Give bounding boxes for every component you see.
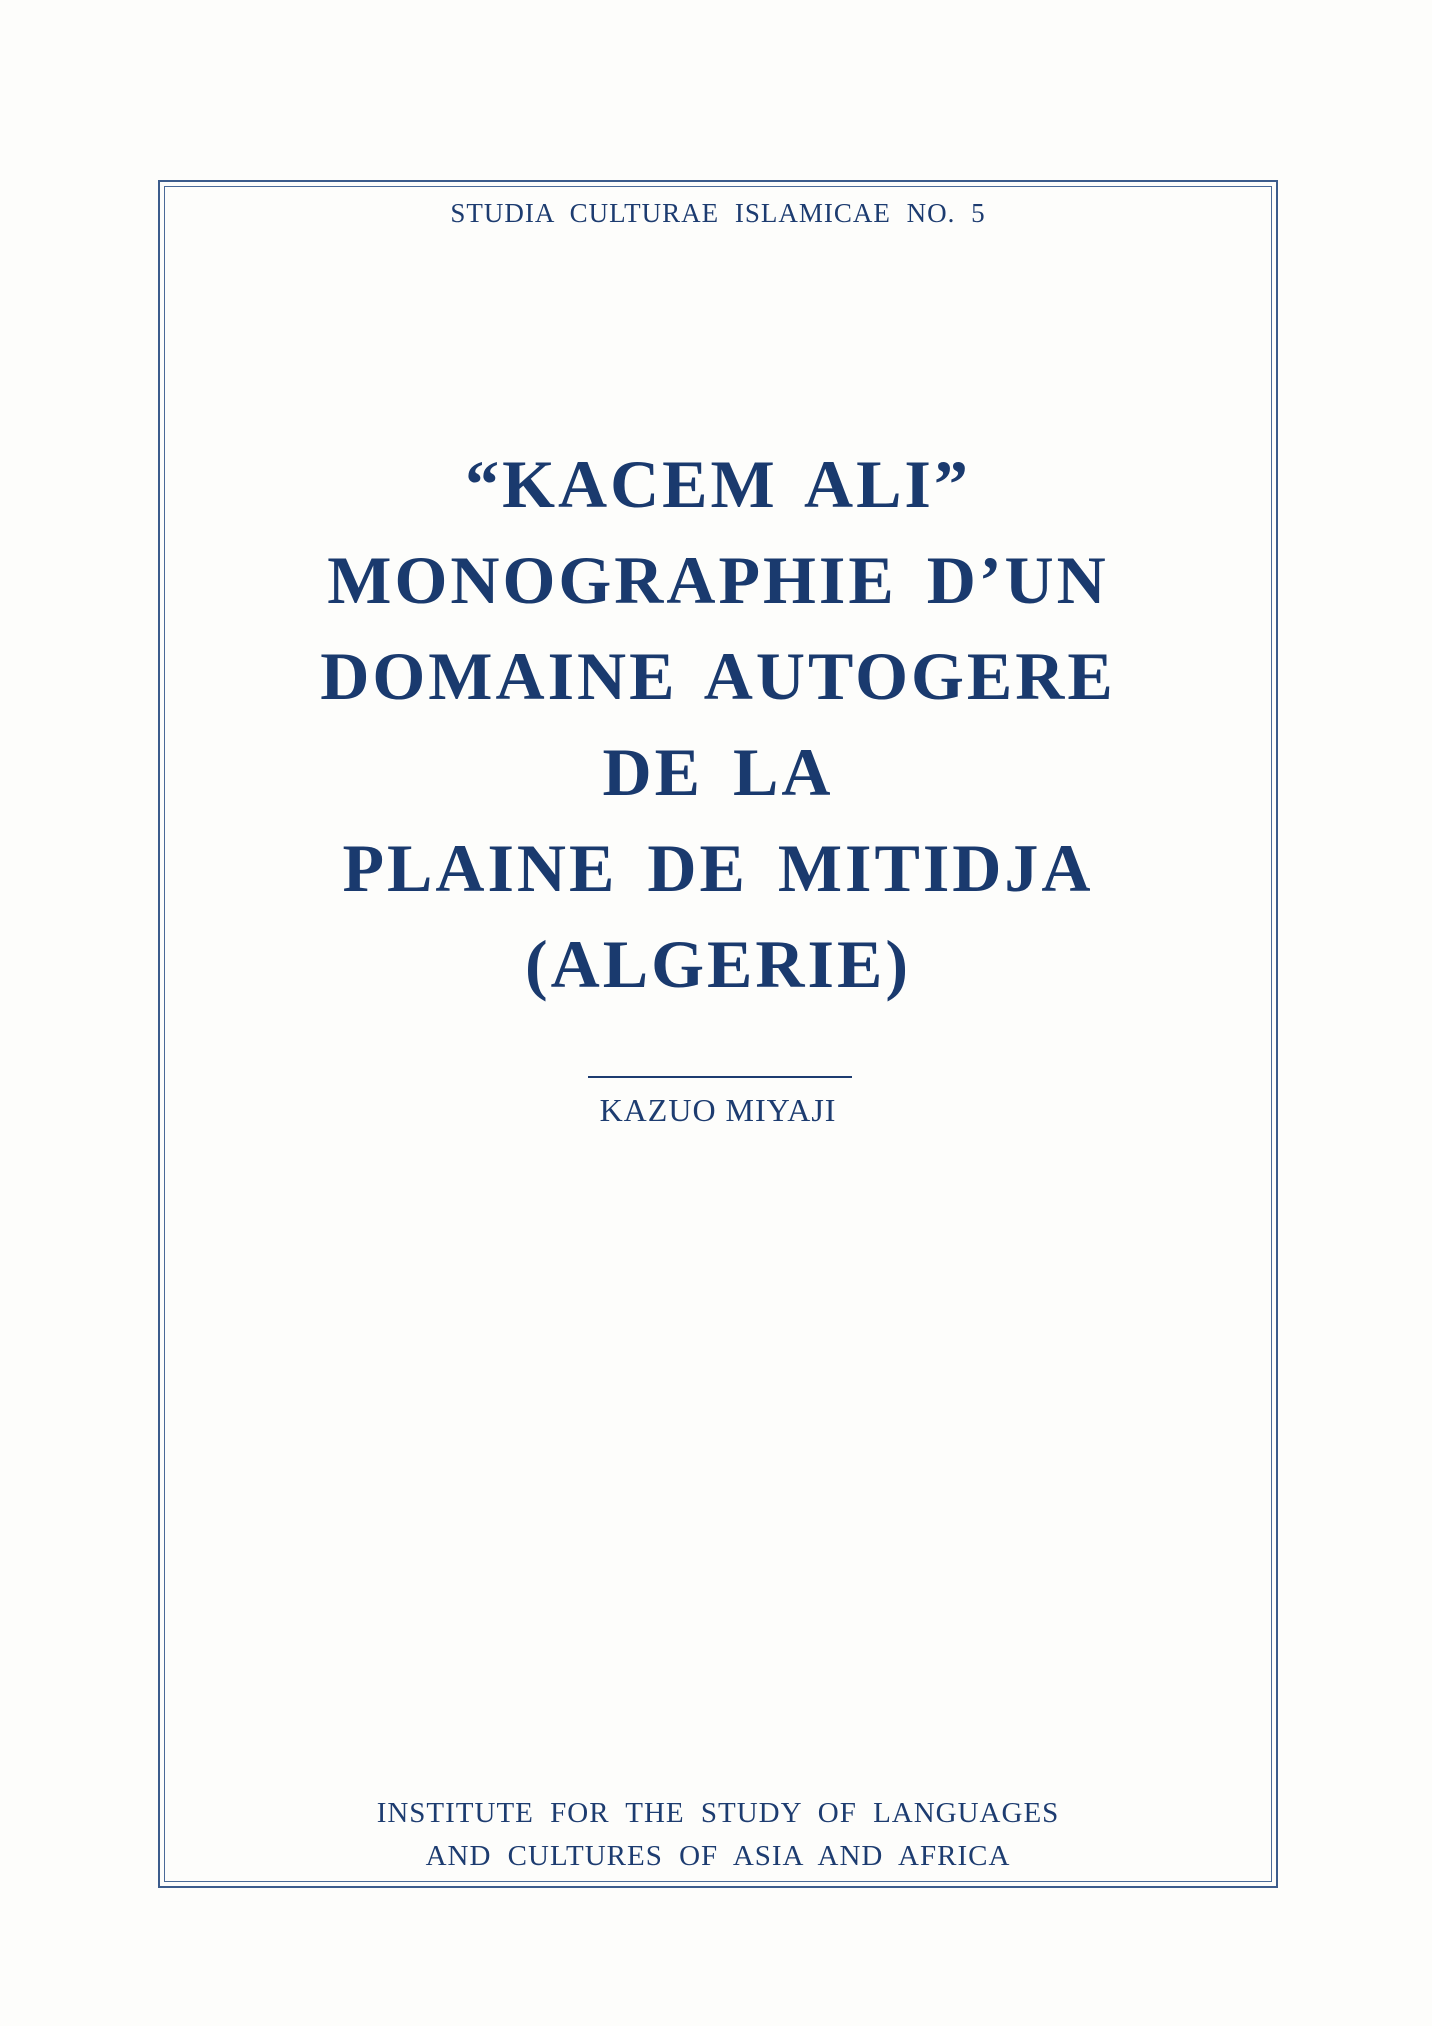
title-line-1: “KACEM ALI” [465,446,971,522]
title-line-6: (ALGERIE) [525,926,911,1002]
title-line-2: MONOGRAPHIE D’UN [327,542,1109,618]
title-line-4: DE LA [602,734,834,810]
author-divider-rule [588,1076,852,1078]
author-name: KAZUO MIYAJI [599,1092,837,1128]
title-line-3: DOMAINE AUTOGERE [320,638,1116,714]
publisher [164,1792,1272,1878]
book-title [164,436,1272,1012]
title-line-5: PLAINE DE MITIDJA [342,830,1094,906]
publisher-line-2: AND CULTURES OF ASIA AND AFRICA [425,1840,1011,1872]
series-title: STUDIA CULTURAE ISLAMICAE NO. 5 [450,198,986,228]
publisher-line-1: INSTITUTE FOR THE STUDY OF LANGUAGES [376,1797,1060,1829]
